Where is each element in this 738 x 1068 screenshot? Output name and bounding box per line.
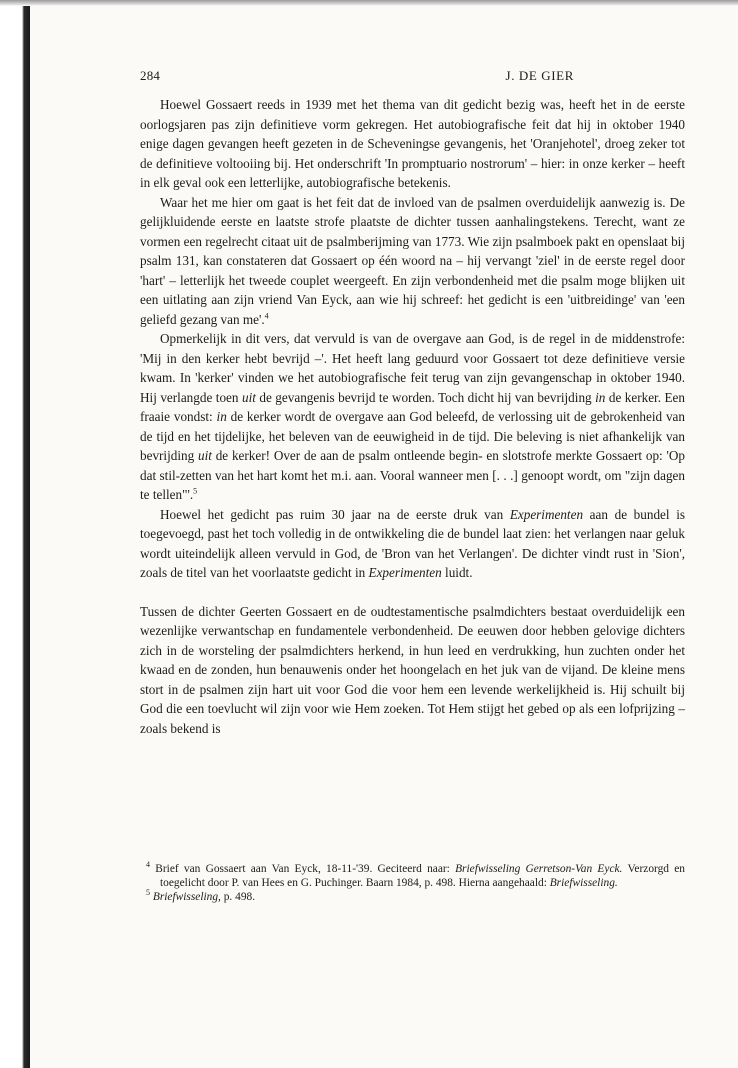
emphasis-uit: uit	[198, 448, 212, 463]
emphasis-in: in	[595, 389, 606, 405]
running-head-author: J. DE GIER	[505, 68, 574, 83]
paragraph-4-text-a: Hoewel het gedicht pas ruim 30 jaar na de eerste druk van	[160, 506, 510, 522]
page-number: 284	[140, 68, 161, 83]
footnote-4-text-b: Verzorgd en toegelicht door P. van Hees en G. Puchinger. Baarn 1984, p. 498. Hierna aangehaald:	[160, 863, 685, 890]
footnote-4-text-a: Brief van Gossaert aan Van Eyck, 18-11-'39. Geciteerd naar:	[155, 863, 456, 875]
paragraph-4-text-c: luidt.	[441, 565, 473, 580]
footnote-5	[140, 890, 685, 904]
footnote-5-text: p. 498.	[220, 891, 256, 904]
emphasis-in: in	[216, 409, 227, 424]
footnote-5-title: Briefwisseling,	[152, 891, 221, 904]
footnote-4-title: Briefwisseling Gerretson-Van Eyck.	[455, 863, 623, 875]
paragraph-3-text-a: Opmerkelijk in dit vers, dat vervuld is van de overgave aan God, is de regel in de middenstrofe: 'Mij in den kerker hebt bevrijd –'. Het heeft lang geduurd voor Gossaert tot deze definitieve versie kwam. In 'kerker' vinden we het autobiografische feit terug van zijn gevangenschap in oktober 1940. Hij verlangde toen	[140, 331, 685, 405]
paragraph-3-text-c: de kerker. Een fraaie vondst:	[140, 389, 685, 424]
footnote-4	[140, 862, 685, 890]
paragraph-3	[140, 329, 685, 505]
footnote-number: 5	[146, 888, 150, 898]
footnote-ref-5: 5	[193, 486, 198, 496]
footnotes	[140, 862, 685, 905]
emphasis-uit: uit	[241, 389, 256, 405]
book-title-experimenten: Experimenten	[509, 506, 584, 522]
paragraph-3-text-d: de kerker wordt de overgave aan God beleefd, de verlossing uit de gebrokenheid van de tijd en het tijdelijke, het beleven van de eeuwigheid in de tijd. Die beleving is niet afhankelijk van bevrijding	[140, 409, 685, 463]
footnote-number: 4	[146, 860, 150, 870]
paragraph-3-text-b: de gevangenis bevrijd te worden. Toch dicht hij van bevrijding	[255, 389, 596, 405]
book-title-experimenten: Experimenten	[368, 565, 442, 580]
scan-shadow-left	[0, 0, 30, 1068]
paragraph-2-text: Waar het me hier om gaat is het feit dat de invloed van de psalmen overduidelijk aanwezig is. De gelijkluidende eerste en laatste strofe plaatste de dichter tussen aanhalingstekens. Terecht, want ze vormen een regelrecht citaat uit de psalmberijming van 1773. Wie zijn psalmboek pakt en openslaat bij psalm 131, kan constateren dat Gossaert op één woord na – hij vervangt 'ziel' in de eerste regel door 'hart' – letterlijk het tweede couplet weergeeft. En zijn verbondenheid met die psalm moge blijken uit een uitlating aan zijn vriend Van Eyck, aan wie hij schreef: het gedicht is een 'uitbreidinge' van 'een geliefd gezang van me'.	[140, 194, 685, 327]
paragraph-4	[140, 505, 685, 583]
body-text	[140, 95, 685, 738]
paragraph-3-text-e: de kerker! Over de aan de psalm ontleende begin- en slotstrofe merkte Gossaert op: 'Op dat stil-zetten van het hart komt het m.i. aan. Vooral wanneer men [. . .] genoopt wordt, om "zijn dagen te tellen"'.	[140, 448, 685, 502]
paragraph-1: Hoewel Gossaert reeds in 1939 met het thema van dit gedicht bezig was, heeft het in de eerste oorlogsjaren pas zijn definitieve vorm gekregen. Het autobiografische feit dat hij in oktober 1940 enige dagen gevangen heeft gezeten in de Scheveningse gevangenis, het 'Oranjehotel', droeg zeker tot de definitieve voltooiing bij. Het onderschrift 'In promptuario nostrorum' – hier: in onze kerker – heeft in elk geval ook een letterlijke, autobiografische betekenis.	[140, 97, 685, 190]
paragraph-2	[140, 193, 685, 330]
footnote-4-short-title: Briefwisseling.	[549, 877, 618, 890]
paragraph-4-text-b: aan de bundel is toegevoegd, past het toch volledig in de ontwikkeling die de bundel laat zien: het verlangen naar geluk wordt uiteindelijk alleen vervuld in God, de 'Bron van het Verlangen'. De dichter vindt rust in 'Sion', zoals de titel van het voorlaatste gedicht in	[140, 506, 686, 580]
footnote-ref-4: 4	[264, 311, 269, 321]
paragraph-5: Tussen de dichter Geerten Gossaert en de oudtestamentische psalmdichters bestaat overduidelijk een wezenlijke verwantschap en fundamentele verbondenheid. De eeuwen door hebben gelovige dichters zich in de worsteling der psalmdichters herkend, in hun leed en verdrukking, hun zuchten onder het kwaad en de zonden, hun benauwenis onder het hoongelach en het juk van de vijand. De kleine mens stort in de psalmen zijn hart uit voor God die voor hem een levende werkelijkheid is. Hij schuilt bij God die een toevlucht wil zijn voor wie Hem zoeken. Tot Hem stijgt het gebed op als een lofprijzing – zoals bekend is	[140, 603, 685, 736]
